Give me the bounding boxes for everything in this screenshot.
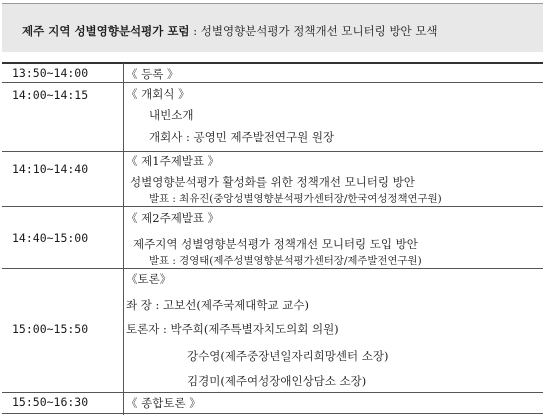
- time-cell: 14:00~14:15: [12, 88, 89, 102]
- presenter: 발표 : 최유진(중앙성별영향분석평가센터장/한국여성정책연구원): [149, 193, 442, 205]
- row-divider: [2, 82, 543, 83]
- row-divider: [2, 268, 543, 269]
- time-cell: 13:50~14:00: [12, 66, 89, 80]
- time-cell: 14:40~15:00: [12, 231, 89, 245]
- session-item: 내빈소개: [149, 108, 194, 122]
- presentation-topic: 성별영향분석평가 활성화를 위한 정책개선 모니터링 방안: [130, 175, 415, 189]
- discussant: 강수영(제주중장년일자리희망센터 소장): [187, 349, 389, 363]
- table-top-border: [2, 62, 543, 64]
- session-title: 《 종합토론 》: [126, 396, 201, 410]
- row-divider: [2, 151, 543, 152]
- session-title: 《 등록 》: [126, 67, 179, 81]
- time-cell: 15:50~16:30: [12, 395, 89, 409]
- presentation-topic: 제주지역 성별영향분석평가 정책개선 모니터링 도입 방안: [133, 237, 418, 251]
- table-bottom-border: [2, 413, 543, 414]
- discussant: 토론자 : 박주희(제주특별자치도의회 의원): [126, 322, 339, 336]
- row-divider: [2, 206, 543, 207]
- discussant: 김경미(제주여성장애인상담소 소장): [187, 374, 367, 388]
- forum-title-line: [22, 23, 438, 39]
- moderator: 좌 장 : 고보선(제주국제대학교 교수): [126, 298, 309, 312]
- forum-title: 제주 지역 성별영향분석평가 포럼: [22, 24, 190, 38]
- time-cell: 14:10~14:40: [12, 162, 89, 176]
- forum-title-banner: [2, 3, 543, 52]
- session-item: 개회사 : 공영민 제주발전연구원 원장: [149, 130, 335, 144]
- session-title: 《 제1주제발표 》: [126, 154, 220, 168]
- forum-subtitle: : 성별영향분석평가 정책개선 모니터링 방안 모색: [189, 24, 438, 38]
- row-divider: [2, 392, 543, 393]
- session-title: 《 제2주제발표 》: [126, 211, 220, 225]
- session-title: 《 개회식 》: [126, 87, 190, 101]
- session-title: 《토론》: [126, 272, 172, 286]
- time-cell: 15:00~15:50: [12, 322, 89, 336]
- presenter: 발표 : 경영태(제주성별영향분석평가센터장/제주발전연구원): [149, 255, 422, 267]
- column-divider: [123, 63, 124, 415]
